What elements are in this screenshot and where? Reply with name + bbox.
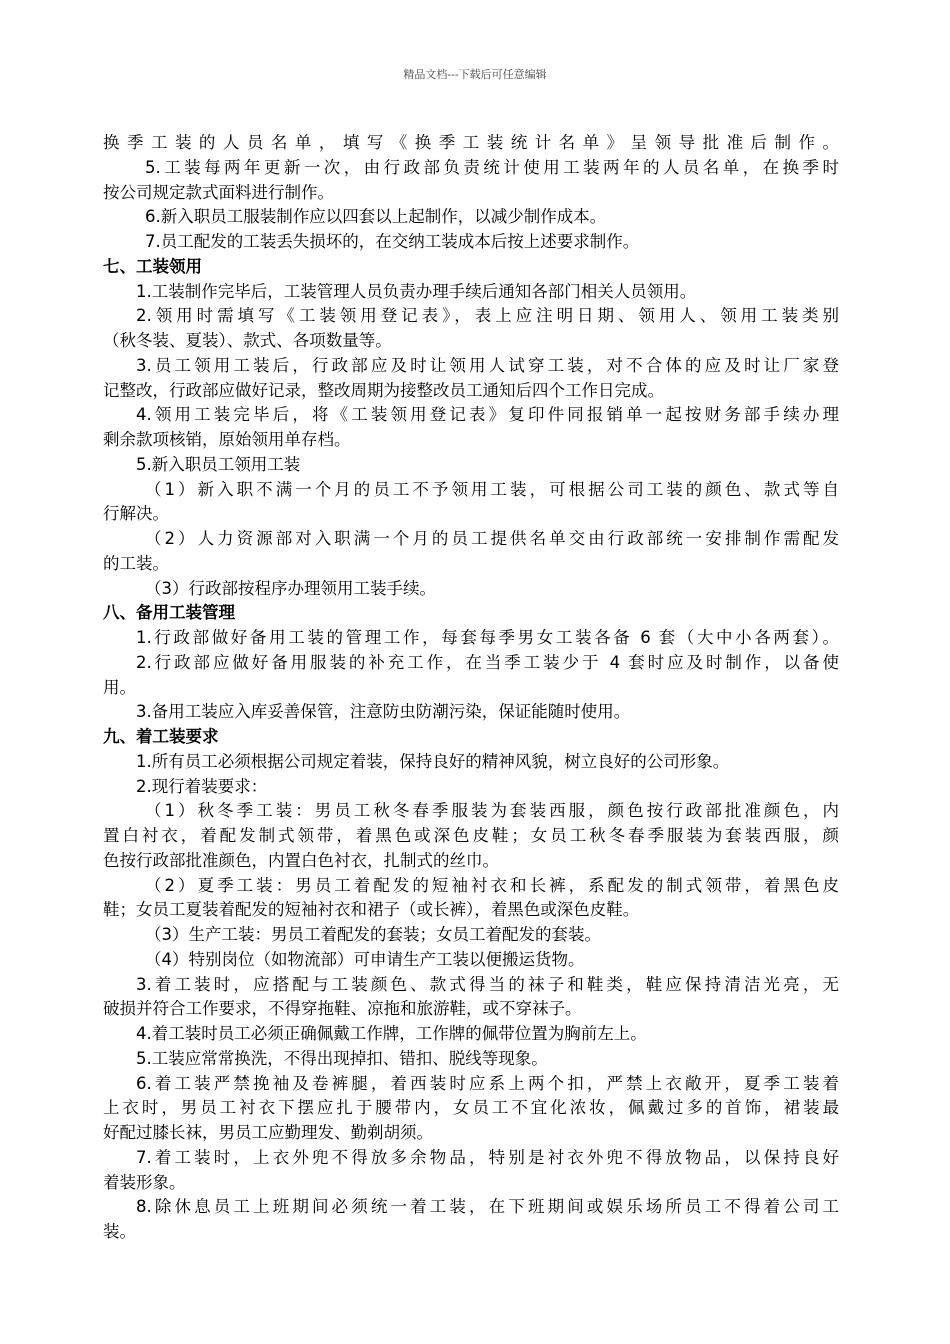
paragraph-line: 的工装。 <box>103 553 169 573</box>
paragraph-line: 7.着工装时，上衣外兜不得放多余物品，特别是衬衣外兜不得放物品，以保持良好 <box>136 1147 839 1167</box>
paragraph-line: （1）秋冬季工装：男员工秋冬春季服装为套装西服，颜色按行政部批准颜色，内 <box>145 801 839 821</box>
paragraph-line: 记整改，行政部应做好记录，整改周期为接整改员工通知后四个工作日完成。 <box>103 380 664 400</box>
paragraph-line: 2.现行着装要求： <box>136 776 268 796</box>
paragraph-line: 置白衬衣，着配发制式领带，着黑色或深色皮鞋；女员工秋冬春季服装为套装西服，颜 <box>103 826 839 845</box>
paragraph-line: 按公司规定款式面料进行制作。 <box>103 182 334 202</box>
paragraph-line: 行解决。 <box>103 504 169 524</box>
paragraph-line: 7.员工配发的工装丢失损坏的，在交纳工装成本后按上述要求制作。 <box>145 232 640 251</box>
paragraph-line: 6.着工装严禁挽袖及卷裤腿，着西装时应系上两个扣，严禁上衣敞开，夏季工装着 <box>136 1073 839 1093</box>
paragraph-line: 1.行政部做好备用工装的管理工作，每套每季男女工装各备 6 套（大中小各两套）。 <box>136 628 839 647</box>
paragraph-line: （4）特别岗位（如物流部）可申请生产工装以便搬运货物。 <box>145 949 585 969</box>
paragraph-line: （1）新入职不满一个月的员工不予领用工装，可根据公司工装的颜色、款式等自 <box>145 479 839 499</box>
paragraph-line: 剩余款项核销，原始领用单存档。 <box>103 430 351 449</box>
paragraph-line: 3.着工装时，应搭配与工装颜色、款式得当的袜子和鞋类，鞋应保持清洁光亮，无 <box>136 974 839 994</box>
paragraph-line: 5.工装应常常换洗，不得出现掉扣、错扣、脱线等现象。 <box>136 1048 548 1068</box>
paragraph-line: 上衣时，男员工衬衣下摆应扎于腰带内，女员工不宜化浓妆，佩戴过多的首饰，裙装最 <box>103 1098 839 1118</box>
section-heading: 八、备用工装管理 <box>103 603 235 623</box>
paragraph-line: （2）人力资源部对入职满一个月的员工提供名单交由行政部统一安排制作需配发 <box>145 529 839 548</box>
paragraph-line: 鞋；女员工夏装着配发的短袖衬衣和裙子（或长裤），着黑色或深色皮鞋。 <box>103 900 640 920</box>
paragraph-line: 8.除休息员工上班期间必须统一着工装，在下班期间或娱乐场所员工不得着公司工 <box>136 1197 839 1217</box>
paragraph-line: （秋冬装、夏装）、款式、各项数量等。 <box>103 331 392 350</box>
paragraph-line: 破损并符合工作要求，不得穿拖鞋、凉拖和旅游鞋，或不穿袜子。 <box>103 999 582 1019</box>
paragraph-line: 5.工装每两年更新一次，由行政部负责统计使用工装两年的人员名单，在换季时 <box>145 157 839 177</box>
paragraph-line: 3.备用工装应入库妥善保管，注意防虫防潮污染，保证能随时使用。 <box>136 702 631 722</box>
paragraph-line: 4.领用工装完毕后，将《工装领用登记表》复印件同报销单一起按财务部手续办理 <box>136 405 839 425</box>
section-heading: 七、工装领用 <box>103 256 202 276</box>
paragraph-line: 5.新入职员工领用工装 <box>136 454 301 474</box>
paragraph-line: 3.员工领用工装后，行政部应及时让领用人试穿工装，对不合体的应及时让厂家登 <box>136 355 839 375</box>
paragraph-line: 2.行政部应做好备用服装的补充工作，在当季工装少于 4 套时应及时制作，以备使 <box>136 652 839 672</box>
paragraph-line: 装。 <box>103 1222 136 1241</box>
paragraph-line: 用。 <box>103 677 136 697</box>
paragraph-line: 6.新入职员工服装制作应以四套以上起制作，以减少制作成本。 <box>145 207 607 227</box>
document-body <box>103 131 839 1245</box>
page-header: 精品文档---下载后可任意编辑 <box>403 68 547 81</box>
paragraph-line: （3）生产工装：男员工着配发的套装；女员工着配发的套装。 <box>145 925 601 944</box>
paragraph-line: （2）夏季工装：男员工着配发的短袖衬衣和长裤，系配发的制式领带，着黑色皮 <box>145 875 839 895</box>
paragraph-line: 1.所有员工必须根据公司规定着装，保持良好的精神风貌，树立良好的公司形象。 <box>136 751 730 771</box>
paragraph-line: （3）行政部按程序办理领用工装手续。 <box>145 578 436 598</box>
paragraph-line: 色按行政部批准颜色，内置白色衬衣，扎制式的丝巾。 <box>103 850 499 870</box>
paragraph-line: 换季工装的人员名单，填写《换季工装统计名单》呈领导批准后制作。 <box>103 133 839 152</box>
paragraph-line: 4.着工装时员工必须正确佩戴工作牌，工作牌的佩带位置为胸前左上。 <box>136 1024 647 1043</box>
paragraph-line: 2.领用时需填写《工装领用登记表》，表上应注明日期、领用人、领用工装类别 <box>136 306 839 326</box>
paragraph-line: 好配过膝长袜，男员工应勤理发、勤剃胡须。 <box>103 1123 433 1142</box>
section-heading: 九、着工装要求 <box>103 727 219 746</box>
paragraph-line: 着装形象。 <box>103 1172 186 1192</box>
paragraph-line: 1.工装制作完毕后，工装管理人员负责办理手续后通知各部门相关人员领用。 <box>136 281 697 301</box>
